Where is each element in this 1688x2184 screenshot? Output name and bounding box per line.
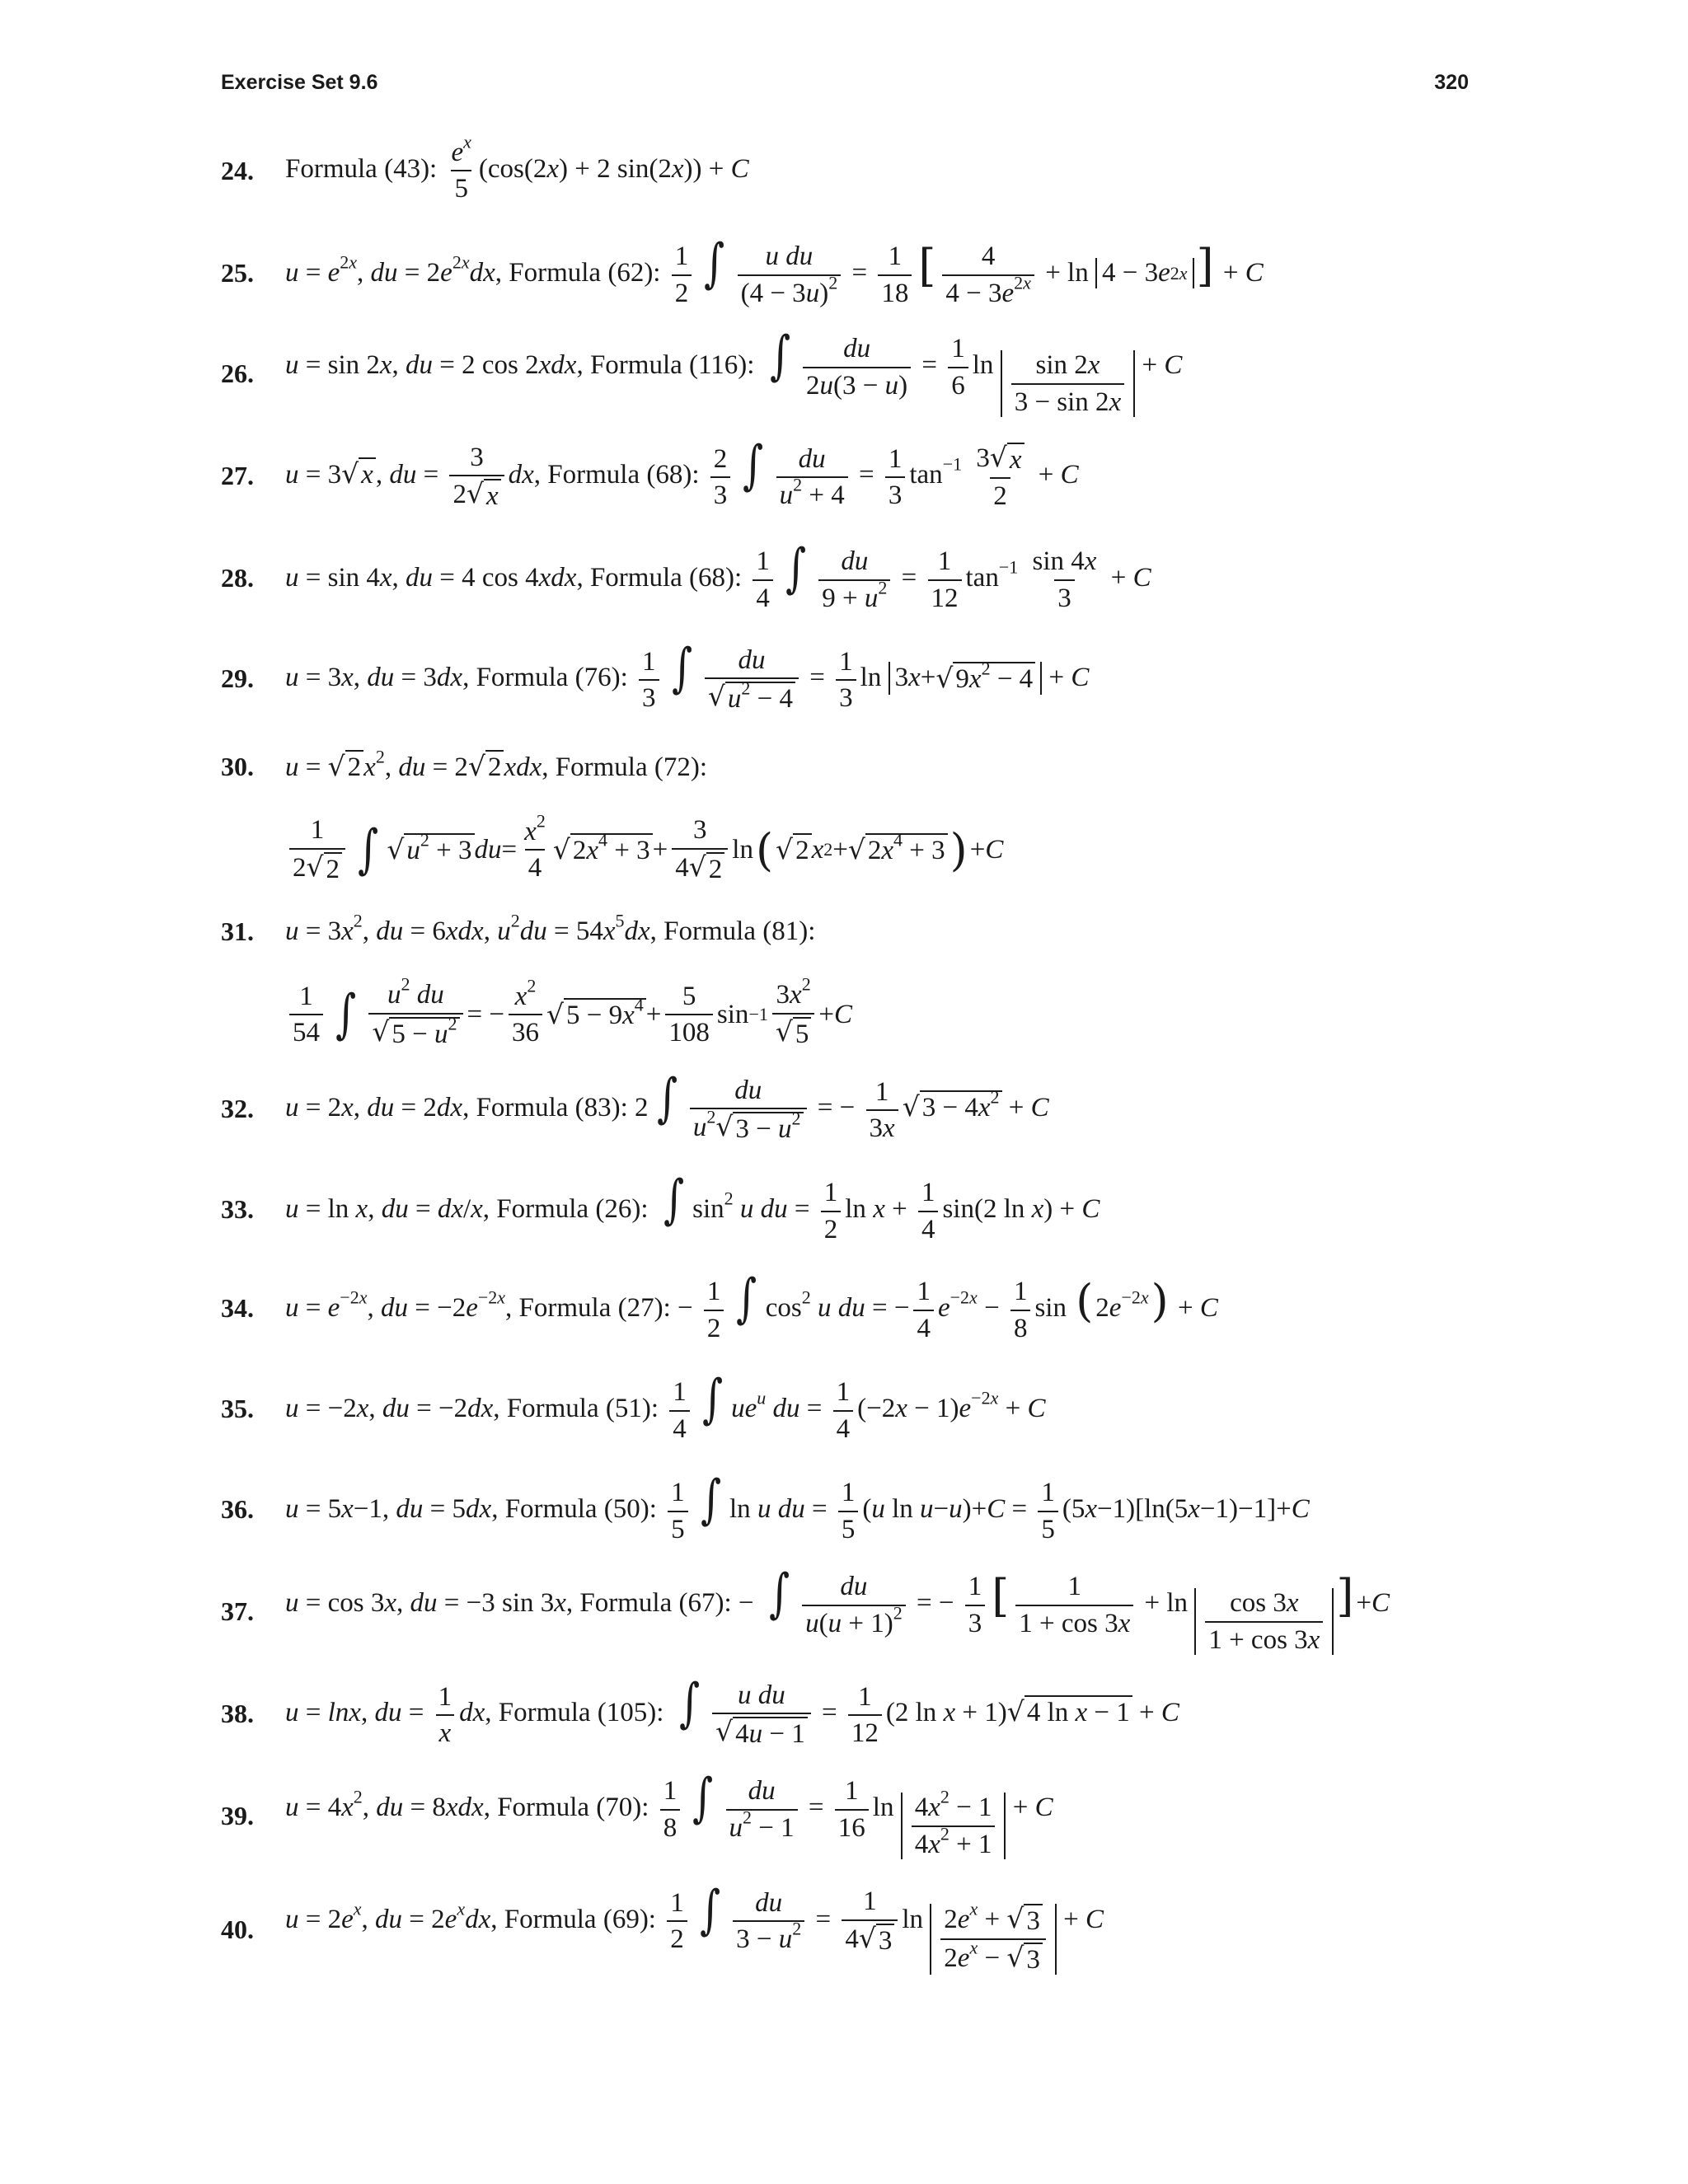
exercise-math: u = lnx, du = $\frac{1}{x}$ dx, Formula (105): ∫ u du √ 4u − 1 = $\frac{1}{12}$ (2 ln x + 1) √ 4 ln x − 1 + C <box>285 1673 1179 1750</box>
exercise-28 <box>221 532 1474 623</box>
page-number: 320 <box>1434 71 1469 94</box>
exercise-math: u = 3 √ x , du = 3 2 √ x dx, Formula (68): $\frac{2}{3}$ ∫ $\frac{du}{u^2 + 4}$ = $\frac{1}{3}$ $\tan^{-1}$ 3 √ x 2 + C <box>285 435 1079 512</box>
exercise-number: 24. <box>221 155 254 185</box>
exercise-math: u = sin 4x, du = 4 cos 4xdx, Formula (68): $\frac{1}{4}$ ∫ $\frac{du}{9 + u^2}$ = $\frac{1}{12}$ $\tan^{-1}$ $\frac{\sin 4x}{3}$ + C <box>285 538 1151 613</box>
section-title: Exercise Set 9.6 <box>221 71 378 94</box>
exercise-math: u = ln x, du = dx/x, Formula (26): ∫ $\sin^2 u$ du = $\frac{1}{2}$ ln x + $\frac{1}{4}$ sin(2 ln x) + C <box>285 1169 1100 1244</box>
exercise-math: u = sin 2x, du = 2 cos 2xdx, Formula (116): ∫ $\frac{du}{2u(3 - u)}$ = $\frac{1}{6}$ ln $\frac{\sin 2x}{3 - \sin 2x}$ + C <box>285 326 1183 417</box>
exercise-number: 25. <box>221 257 254 288</box>
exercise-29 <box>221 633 1474 724</box>
exercise-math: u = 3x, du = 3dx, Formula (76): $\frac{1}{3}$ ∫ du √ $u^2 - 4$ = $\frac{1}{3}$ ln 3 x + √ $9x^2 - 4$ + C <box>285 638 1090 715</box>
exercise-39 <box>221 1770 1474 1861</box>
exercise-math: $u = 3x^2$, du = 6xdx, $u^2du = 54x^5dx$, Formula (81): <box>285 910 816 946</box>
exercise-number: 37. <box>221 1596 254 1626</box>
exercise-math: u = √ 2 $x^2$, du = 2 √ 2 xdx, Formula (72): <box>285 746 707 782</box>
exercise-math: u = cos 3x, du = −3 sin 3x, Formula (67): − ∫ $\frac{du}{u(u + 1)^2}$ = − $\frac{1}{3}$ [ $\frac{1}{1 + \cos 3x}$ + ln $\frac{\cos 3x}{1 + \cos 3x}$ ]+C <box>285 1563 1390 1655</box>
exercise-number: 28. <box>221 562 254 593</box>
exercise-math: $u = e^{-2x}$, du = $-2e^{-2x}$, Formula (27): − $\frac{1}{2}$ ∫ $\cos^2 u$ du = − $\frac{1}{4}$ $e^{-2x}$ − $\frac{1}{8}$ $\sin (2e^{-2x}) + C$ <box>285 1268 1218 1343</box>
exercise-number: 35. <box>221 1393 254 1423</box>
exercise-number: 34. <box>221 1292 254 1323</box>
exercise-32 <box>221 1063 1474 1154</box>
exercise-30 <box>221 725 1474 907</box>
exercise-math: $u = 4x^2$, du = 8xdx, Formula (70): $\frac{1}{8}$ ∫ $\frac{du}{u^2 - 1}$ = $\frac{1}{16}$ ln $\frac{4x^2 - 1}{4x^2 + 1}$ + C <box>285 1768 1053 1859</box>
exercise-math: u = 5x−1, du = 5dx, Formula (50): $\frac{1}{5}$ ∫ ln u du = $\frac{1}{5}$ (u ln u−u)+C = $\frac{1}{5}$ (5x−1)[ln(5x−1)−1]+C <box>285 1469 1310 1544</box>
exercise-number: 33. <box>221 1193 254 1224</box>
exercise-37 <box>221 1563 1474 1657</box>
exercise-math: u = 2x, du = 2dx, Formula (83): 2 ∫ du $u^2$ √ $3 - u^2$ = − $\frac{1}{3x}$ √ $3 - 4x^2$ + C <box>285 1068 1049 1145</box>
exercise-33 <box>221 1164 1474 1254</box>
exercise-35 <box>221 1363 1474 1454</box>
exercise-math: $u = 2e^x$, du = $2e^xdx$, Formula (69): $\frac{1}{2}$ ∫ $\frac{du}{3 - u^2}$ = 1 4 √ 3 ln $2e^x$ + √ 3 $2e^x$ − √ 3 + C <box>285 1879 1104 1975</box>
exercise-40 <box>221 1879 1474 1975</box>
exercise-number: 32. <box>221 1093 254 1123</box>
exercise-math: Formula (43): $\frac{e^x}{5}$ (cos(2x) + 2 sin(2x)) + C <box>285 131 749 204</box>
exercise-27 <box>221 430 1474 521</box>
page-header <box>221 71 1469 104</box>
exercise-number: 39. <box>221 1800 254 1830</box>
exercise-number: 30. <box>221 751 254 781</box>
exercise-continuation: 1 2 √ 2 ∫ √ $u^2 + 3$ du = $\frac{x^2}{4}$ √ $2x^4 + 3$ + 3 4 √ 2 ln ( √ 2 x 2 + √ $2x^4 + 3$ ) + C <box>285 804 1003 895</box>
exercise-number: 26. <box>221 358 254 388</box>
exercise-31 <box>221 890 1474 1071</box>
exercise-24 <box>221 125 1474 216</box>
exercise-36 <box>221 1464 1474 1554</box>
exercise-number: 29. <box>221 663 254 693</box>
exercise-number: 27. <box>221 460 254 490</box>
exercise-continuation: $\frac{1}{54}$ ∫ $u^2$ du √ $5 - u^2$ = − $\frac{x^2}{36}$ √ $5 - 9x^4$ + $\frac{5}{108}$ sin −1 $3x^2$ √ 5 + C <box>285 969 852 1060</box>
exercise-math: u = −2x, du = −2dx, Formula (51): $\frac{1}{4}$ ∫ $ue^u$ du = $\frac{1}{4}$ $(-2x - 1)e^{-2x} + C$ <box>285 1369 1046 1444</box>
exercise-math: $u = e^{2x}$, du = $2e^{2x}dx$, Formula (62): $\frac{1}{2}$ ∫ $\frac{\text{u du}}{(4 - 3u)^2}$ = $\frac{1}{18}$ [ $\frac{4}{4 - 3e^{2x}}$ + ln 4 − 3 e 2x ] + C <box>285 233 1264 308</box>
exercise-26 <box>221 328 1474 419</box>
exercise-34 <box>221 1263 1474 1353</box>
exercise-38 <box>221 1668 1474 1759</box>
exercise-25 <box>221 227 1474 318</box>
exercise-number: 40. <box>221 1914 254 1944</box>
exercise-number: 31. <box>221 916 254 946</box>
exercise-number: 38. <box>221 1698 254 1728</box>
exercise-number: 36. <box>221 1493 254 1524</box>
